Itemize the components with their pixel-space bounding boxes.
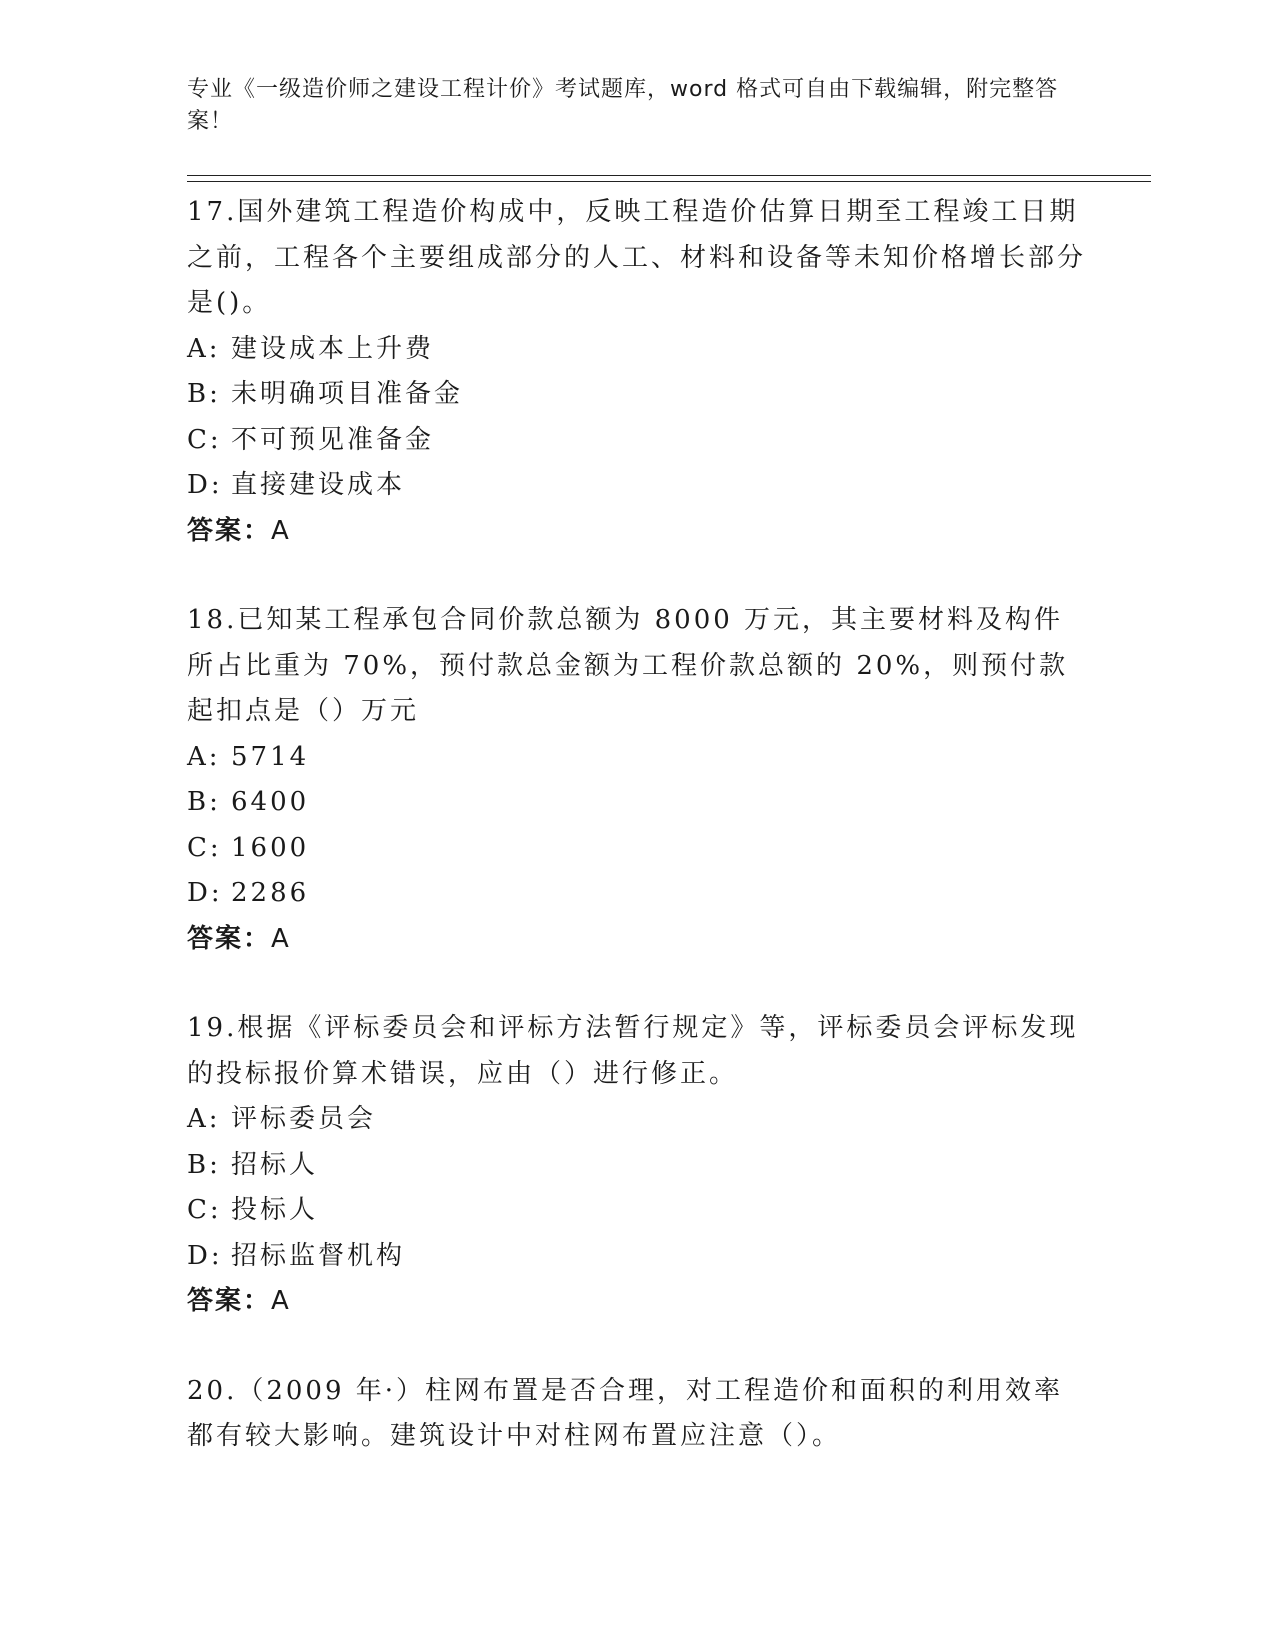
option-letter: D: <box>187 878 223 908</box>
answer-line <box>187 917 1087 963</box>
option-c <box>187 418 1087 464</box>
option-letter: C: <box>187 1195 222 1225</box>
option-c <box>187 826 1087 872</box>
question-18 <box>187 598 1087 962</box>
option-text: 1600 <box>231 832 310 863</box>
answer-line <box>187 1279 1087 1325</box>
question-text: 20.（2009 年·）柱网布置是否合理，对工程造价和面积的利用效率都有较大影响。建筑设计中对柱网布置应注意（）。 <box>187 1375 1064 1451</box>
question-19 <box>187 1006 1087 1325</box>
option-letter: B: <box>187 379 221 409</box>
option-text: 不可预见准备金 <box>231 424 435 455</box>
option-letter: A: <box>187 741 221 772</box>
answer-label: 答案： <box>187 515 272 546</box>
option-letter: A: <box>187 333 221 364</box>
option-d <box>187 871 1087 917</box>
question-text: 18.已知某工程承包合同价款总额为 8000 万元，其主要材料及构件所占比重为 70%，预付款总金额为工程价款总额的 20%，则预付款起扣点是（）万元 <box>187 605 1069 726</box>
option-text: 评标委员会 <box>231 1104 377 1134</box>
option-text: 5714 <box>231 741 310 772</box>
question-17 <box>187 190 1087 554</box>
question-20 <box>187 1369 1087 1460</box>
option-b <box>187 1143 1087 1189</box>
option-text: 招标监督机构 <box>231 1240 406 1271</box>
answer-value: A <box>271 515 291 546</box>
option-text: 未明确项目准备金 <box>231 379 464 409</box>
option-b <box>187 372 1087 418</box>
question-text: 19.根据《评标委员会和评标方法暂行规定》等，评标委员会评标发现的投标报价算术错误，应由（）进行修正。 <box>187 1013 1079 1089</box>
option-a <box>187 1097 1087 1143</box>
option-c <box>187 1188 1087 1234</box>
option-b <box>187 780 1087 826</box>
answer-value: A <box>271 923 291 954</box>
option-text: 建设成本上升费 <box>231 333 435 364</box>
answer-value: A <box>271 1286 291 1316</box>
option-d <box>187 1234 1087 1280</box>
option-letter: C: <box>187 832 222 863</box>
answer-label: 答案： <box>187 1286 272 1316</box>
question-list <box>187 190 1087 1460</box>
answer-label: 答案： <box>187 923 272 954</box>
option-letter: D: <box>187 1240 223 1271</box>
option-letter: A: <box>187 1104 221 1134</box>
option-d <box>187 463 1087 509</box>
option-a <box>187 735 1087 781</box>
option-text: 投标人 <box>231 1195 319 1225</box>
option-text: 招标人 <box>231 1149 319 1180</box>
option-letter: B: <box>187 1149 221 1180</box>
question-text: 17.国外建筑工程造价构成中，反映工程造价估算日期至工程竣工日期之前，工程各个主要组成部分的人工、材料和设备等未知价格增长部分是()。 <box>187 197 1087 318</box>
option-letter: D: <box>187 470 223 500</box>
option-letter: B: <box>187 787 221 817</box>
header-note: 专业《一级造价师之建设工程计价》考试题库，word 格式可自由下载编辑，附完整答案！ <box>187 77 1059 134</box>
answer-line <box>187 509 1087 555</box>
header-divider-top <box>187 175 1151 176</box>
option-text: 直接建设成本 <box>231 470 406 500</box>
option-letter: C: <box>187 424 222 455</box>
option-a <box>187 327 1087 373</box>
option-text: 6400 <box>231 787 310 817</box>
option-text: 2286 <box>231 878 310 908</box>
header-divider-bottom <box>187 181 1151 182</box>
